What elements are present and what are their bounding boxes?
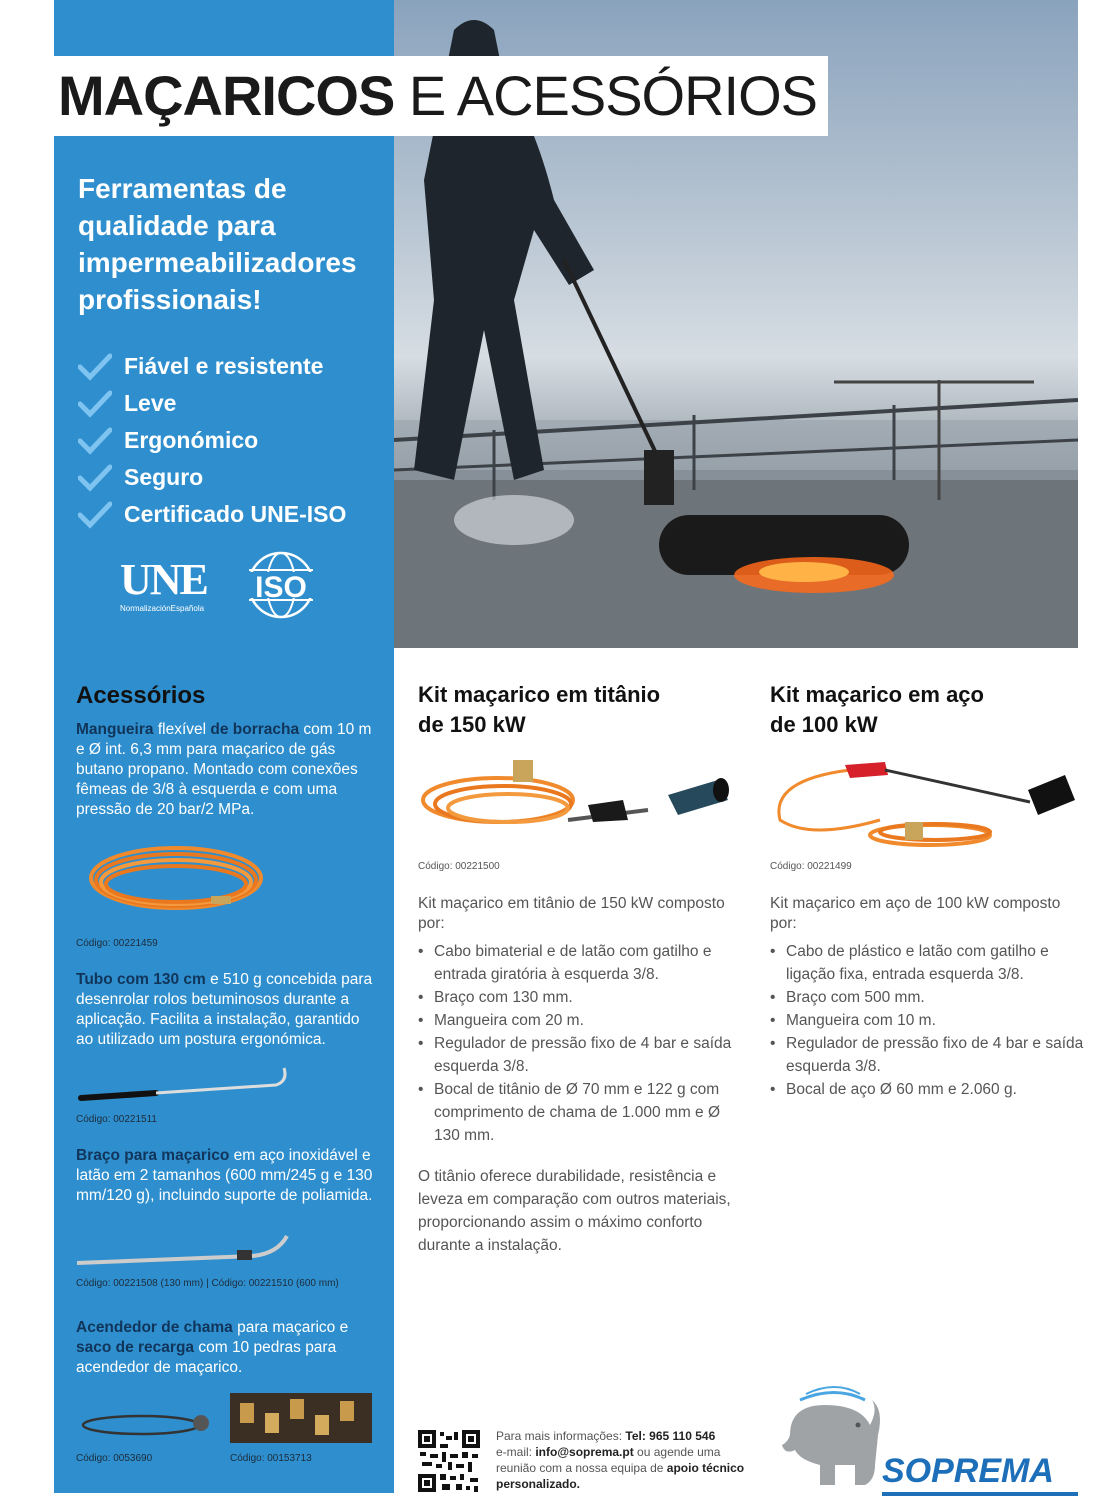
- checkmark-icon: [78, 464, 112, 492]
- kit-aco-image: [770, 760, 1080, 850]
- feature-item: Fiável e resistente: [78, 348, 346, 385]
- accessory-hose-text: Mangueira flexível de borracha com 10 m e Ø int. 6,3 mm para maçarico de gás butano propano. Montado com conexões fêmeas de 3/8 à esquerda e com uma pressão de 20 bar/2 MPa.: [76, 721, 372, 818]
- features-list: [78, 348, 346, 533]
- certification-logos: [120, 550, 321, 620]
- page-title-box: [54, 56, 828, 136]
- page-title: MAÇARICOS E ACESSÓRIOS: [58, 64, 818, 127]
- email-link[interactable]: info@soprema.pt: [535, 1445, 634, 1459]
- kit-titanio-image: [418, 760, 738, 850]
- kit-titanio-bullets: [418, 940, 748, 1147]
- feature-item: Leve: [78, 385, 346, 422]
- contact-info: Para mais informações: Tel: 965 110 546 e-mail: info@soprema.pt ou agende uma reunião com a nossa equipa de apoio técnico personalizado.: [496, 1429, 745, 1491]
- checkmark-icon: [78, 353, 112, 381]
- hero-headline: Ferramentas de qualidade para impermeabilizadores profissionais!: [78, 173, 357, 315]
- accessories-panel: [54, 648, 394, 1493]
- list-item: • Braço com 130 mm.: [418, 986, 748, 1009]
- accessory-hose-code: Código: 00221459: [76, 938, 158, 949]
- flint-stones-image: [230, 1393, 372, 1443]
- checkmark-icon: [78, 427, 112, 455]
- iso-logo: [241, 550, 321, 620]
- accessory-igniter-code: Código: 0053690: [76, 1453, 153, 1464]
- accessories-heading: Acessórios: [76, 682, 206, 709]
- hose-image: [76, 838, 286, 928]
- arm-image: [72, 1228, 302, 1273]
- kit-aco-intro: Kit maçarico em aço de 100 kW composto por:: [770, 895, 1061, 932]
- accessory-arm-code: Código: 00221508 (130 mm) | Código: 00221510 (600 mm): [76, 1278, 339, 1289]
- checkmark-icon: [78, 390, 112, 418]
- une-logo: UNE NormalizaciónEspañola: [120, 554, 207, 613]
- list-item: • Mangueira com 20 m.: [418, 1009, 748, 1032]
- list-item: • Cabo de plástico e latão com gatilho e ligação fixa, entrada esquerda 3/8.: [770, 940, 1085, 986]
- phone-link[interactable]: Tel: 965 110 546: [625, 1429, 716, 1443]
- kit-titanio-title: Kit maçarico em titânio de 150 kW: [418, 682, 661, 737]
- list-item: • Regulador de pressão fixo de 4 bar e saída esquerda 3/8.: [770, 1032, 1085, 1078]
- list-item: • Regulador de pressão fixo de 4 bar e saída esquerda 3/8.: [418, 1032, 748, 1078]
- list-item: • Braço com 500 mm.: [770, 986, 1085, 1009]
- brand-wordmark: SOPREMA: [882, 1452, 1054, 1490]
- kit-titanio-section: [418, 680, 748, 1257]
- accessory-arm-text: Braço para maçarico em aço inoxidável e latão em 2 tamanhos (600 mm/245 g e 130 mm/120 g), incluindo suporte de poliamida.: [76, 1147, 373, 1204]
- list-item: • Bocal de titânio de Ø 70 mm e 122 g com comprimento de chama de 1.000 mm e Ø 130 mm.: [418, 1078, 748, 1147]
- list-item: • Mangueira com 10 m.: [770, 1009, 1085, 1032]
- list-item: • Bocal de aço Ø 60 mm e 2.060 g.: [770, 1078, 1085, 1101]
- svg-text:ISO: ISO: [255, 571, 307, 604]
- feature-item: Ergonómico: [78, 422, 346, 459]
- feature-item: Certificado UNE-ISO: [78, 496, 346, 533]
- checkmark-icon: [78, 501, 112, 529]
- kit-aco-code: Código: 00221499: [770, 861, 852, 872]
- accessory-refill-code: Código: 00153713: [230, 1453, 312, 1464]
- brand-underline: [882, 1492, 1078, 1496]
- qr-code-icon[interactable]: [418, 1430, 480, 1492]
- igniter-image: [76, 1403, 216, 1443]
- kit-aco-bullets: [770, 940, 1085, 1101]
- kit-aco-section: [770, 680, 1085, 1101]
- soprema-logo: [780, 1380, 1080, 1490]
- accessory-igniter-text: Acendedor de chama para maçarico e saco de recarga com 10 pedras para acendedor de maçarico.: [76, 1319, 349, 1376]
- kit-aco-title: Kit maçarico em aço de 100 kW: [770, 682, 984, 737]
- list-item: • Cabo bimaterial e de latão com gatilho e entrada giratória à esquerda 3/8.: [418, 940, 748, 986]
- accessory-tube-code: Código: 00221511: [76, 1114, 157, 1125]
- feature-item: Seguro: [78, 459, 346, 496]
- accessory-tube-text: Tubo com 130 cm e 510 g concebida para desenrolar rolos betuminosos durante a aplicação. Facilita a instalação, garantido ao utilizado um postura ergonómica.: [76, 971, 373, 1048]
- kit-titanio-intro: Kit maçarico em titânio de 150 kW composto por:: [418, 895, 725, 932]
- elephant-icon: [780, 1380, 890, 1490]
- kit-titanio-outro: O titânio oferece durabilidade, resistência e leveza em comparação com outros materiais, proporcionando assim o máximo conforto durante a instalação.: [418, 1168, 731, 1254]
- kit-titanio-code: Código: 00221500: [418, 861, 500, 872]
- tube-image: [76, 1063, 296, 1108]
